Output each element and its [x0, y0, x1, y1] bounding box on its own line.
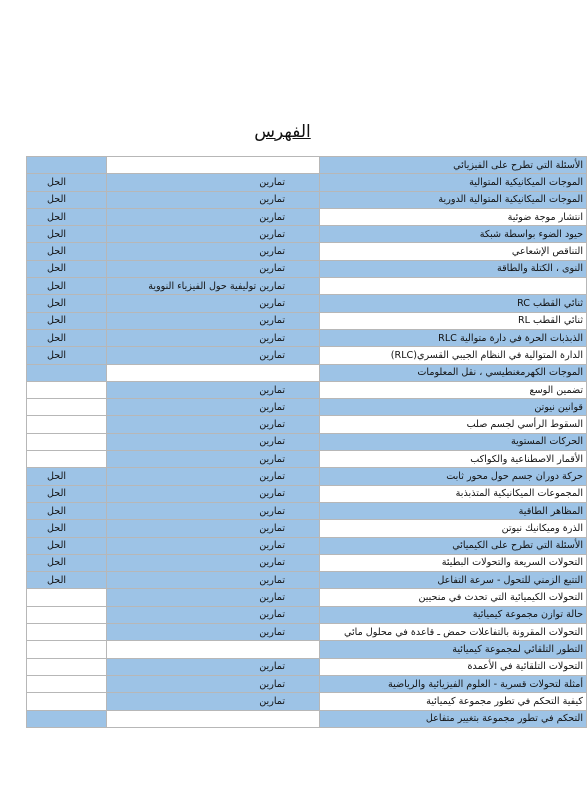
table-row — [27, 347, 587, 364]
lesson-title: التحولات التلقائية في الأعمدة — [320, 658, 587, 675]
lesson-title: السقوط الرأسي لجسم صلب — [320, 416, 587, 433]
solution-link — [27, 641, 107, 658]
exercises-link[interactable]: تمارين — [107, 312, 320, 329]
solution-link[interactable]: الحل — [27, 226, 107, 243]
lesson-title: الذرة وميكانيك نيوتن — [320, 520, 587, 537]
table-row — [27, 502, 587, 519]
solution-link[interactable]: الحل — [27, 295, 107, 312]
lesson-title: الدارة المتوالية في النظام الجيبي القسري(RLC) — [320, 347, 587, 364]
lesson-title — [320, 278, 587, 295]
lesson-title: تضمين الوسع — [320, 381, 587, 398]
exercises-link — [107, 641, 320, 658]
table-row — [27, 260, 587, 277]
solution-link — [27, 381, 107, 398]
exercises-link[interactable]: تمارين — [107, 520, 320, 537]
lesson-title: الأسئلة التي تطرح على الفيزيائي — [320, 157, 587, 174]
lesson-title: المظاهر الطاقية — [320, 502, 587, 519]
table-row — [27, 710, 587, 727]
exercises-link[interactable]: تمارين — [107, 502, 320, 519]
exercises-link[interactable]: تمارين — [107, 399, 320, 416]
lesson-title: الموجات الميكانيكية المتوالية — [320, 174, 587, 191]
lesson-title: حيود الضوء بواسطة شبكة — [320, 226, 587, 243]
lesson-title: حالة توازن مجموعة كيميائية — [320, 606, 587, 623]
table-row — [27, 537, 587, 554]
table-row — [27, 416, 587, 433]
lesson-title: النوى ، الكتلة والطاقة — [320, 260, 587, 277]
lesson-title: الذبذبات الحرة في دارة متوالية RLC — [320, 329, 587, 346]
lesson-title: التطور التلقائي لمجموعة كيميائية — [320, 641, 587, 658]
solution-link[interactable]: الحل — [27, 208, 107, 225]
lesson-title: الحركات المستوية — [320, 433, 587, 450]
lesson-title: التحولات السريعة والتحولات البطيئة — [320, 554, 587, 571]
lesson-title: حركة دوران جسم حول محور ثابت — [320, 468, 587, 485]
exercises-link[interactable]: تمارين — [107, 675, 320, 692]
solution-link — [27, 364, 107, 381]
solution-link — [27, 433, 107, 450]
table-row — [27, 606, 587, 623]
solution-link[interactable]: الحل — [27, 468, 107, 485]
table-row — [27, 624, 587, 641]
lesson-title: الأسئلة التي تطرح على الكيميائي — [320, 537, 587, 554]
lesson-title: التتبع الزمني للتحول - سرعة التفاعل — [320, 572, 587, 589]
exercises-link[interactable]: تمارين — [107, 485, 320, 502]
table-row — [27, 157, 587, 174]
exercises-link[interactable]: تمارين — [107, 554, 320, 571]
exercises-link[interactable]: تمارين — [107, 468, 320, 485]
lesson-title: الأقمار الاصطناعية والكواكب — [320, 451, 587, 468]
lesson-title: التحولات المقرونة بالتفاعلات حمض ـ قاعدة في محلول مائي — [320, 624, 587, 641]
exercises-link[interactable]: تمارين — [107, 347, 320, 364]
solution-link — [27, 399, 107, 416]
solution-link[interactable]: الحل — [27, 243, 107, 260]
exercises-link[interactable]: تمارين — [107, 260, 320, 277]
lesson-title: المجموعات الميكانيكية المتذبذبة — [320, 485, 587, 502]
table-row — [27, 381, 587, 398]
solution-link[interactable]: الحل — [27, 485, 107, 502]
table-row — [27, 485, 587, 502]
table-row — [27, 433, 587, 450]
solution-link[interactable]: الحل — [27, 520, 107, 537]
table-row — [27, 675, 587, 692]
exercises-link — [107, 364, 320, 381]
table-row — [27, 208, 587, 225]
solution-link[interactable]: الحل — [27, 260, 107, 277]
solution-link — [27, 624, 107, 641]
table-row — [27, 364, 587, 381]
lesson-title: الموجات الكهرمغنطيسي ، نقل المعلومات — [320, 364, 587, 381]
exercises-link[interactable]: تمارين — [107, 243, 320, 260]
table-row — [27, 312, 587, 329]
solution-link[interactable]: الحل — [27, 572, 107, 589]
exercises-link[interactable]: تمارين — [107, 191, 320, 208]
solution-link — [27, 157, 107, 174]
lesson-title: ثنائي القطب RC — [320, 295, 587, 312]
exercises-link[interactable]: تمارين — [107, 624, 320, 641]
solution-link[interactable]: الحل — [27, 312, 107, 329]
solution-link[interactable]: الحل — [27, 329, 107, 346]
solution-link[interactable]: الحل — [27, 174, 107, 191]
table-row — [27, 451, 587, 468]
exercises-link[interactable]: تمارين — [107, 174, 320, 191]
solution-link[interactable]: الحل — [27, 502, 107, 519]
table-row — [27, 589, 587, 606]
lesson-title: كيفية التحكم في تطور مجموعة كيميائية — [320, 693, 587, 710]
solution-link — [27, 658, 107, 675]
exercises-link[interactable]: تمارين — [107, 226, 320, 243]
exercises-link — [107, 157, 320, 174]
exercises-link[interactable]: تمارين — [107, 208, 320, 225]
page-title: الفهرس — [254, 122, 311, 142]
exercises-link — [107, 710, 320, 727]
index-table-body — [27, 157, 587, 728]
solution-link[interactable]: الحل — [27, 278, 107, 295]
table-row — [27, 554, 587, 571]
table-row — [27, 693, 587, 710]
table-row — [27, 658, 587, 675]
table-row — [27, 329, 587, 346]
exercises-link[interactable]: تمارين — [107, 606, 320, 623]
index-table — [26, 156, 587, 728]
lesson-title: ثنائي القطب RL — [320, 312, 587, 329]
exercises-link[interactable]: تمارين — [107, 537, 320, 554]
solution-link[interactable]: الحل — [27, 537, 107, 554]
solution-link — [27, 589, 107, 606]
solution-link — [27, 675, 107, 692]
table-row — [27, 174, 587, 191]
exercises-link[interactable]: تمارين — [107, 693, 320, 710]
solution-link — [27, 710, 107, 727]
solution-link — [27, 693, 107, 710]
exercises-link[interactable]: تمارين — [107, 416, 320, 433]
table-row — [27, 191, 587, 208]
exercises-link[interactable]: تمارين — [107, 572, 320, 589]
table-row — [27, 520, 587, 537]
lesson-title: انتشار موجة ضوئية — [320, 208, 587, 225]
lesson-title: أمثلة لتحولات قسرية - العلوم الفيزيائية والرياضية — [320, 675, 587, 692]
table-row — [27, 399, 587, 416]
table-row — [27, 243, 587, 260]
solution-link — [27, 416, 107, 433]
table-row — [27, 295, 587, 312]
exercises-link[interactable]: تمارين توليفية حول الفيزياء النووية — [107, 278, 320, 295]
solution-link — [27, 451, 107, 468]
exercises-link[interactable]: تمارين — [107, 451, 320, 468]
lesson-title: التحولات الكيميائية التي تحدث في منحيين — [320, 589, 587, 606]
solution-link[interactable]: الحل — [27, 191, 107, 208]
solution-link[interactable]: الحل — [27, 347, 107, 364]
exercises-link[interactable]: تمارين — [107, 658, 320, 675]
lesson-title: التناقص الإشعاعي — [320, 243, 587, 260]
lesson-title: قوانين نيوتن — [320, 399, 587, 416]
solution-link[interactable]: الحل — [27, 554, 107, 571]
solution-link — [27, 606, 107, 623]
exercises-link[interactable]: تمارين — [107, 589, 320, 606]
table-row — [27, 226, 587, 243]
lesson-title: التحكم في تطور مجموعة بتغيير متفاعل — [320, 710, 587, 727]
exercises-link[interactable]: تمارين — [107, 433, 320, 450]
table-row — [27, 278, 587, 295]
exercises-link[interactable]: تمارين — [107, 295, 320, 312]
table-row — [27, 572, 587, 589]
lesson-title: الموجات الميكانيكية المتوالية الدورية — [320, 191, 587, 208]
table-row — [27, 641, 587, 658]
table-row — [27, 468, 587, 485]
exercises-link[interactable]: تمارين — [107, 329, 320, 346]
exercises-link[interactable]: تمارين — [107, 381, 320, 398]
